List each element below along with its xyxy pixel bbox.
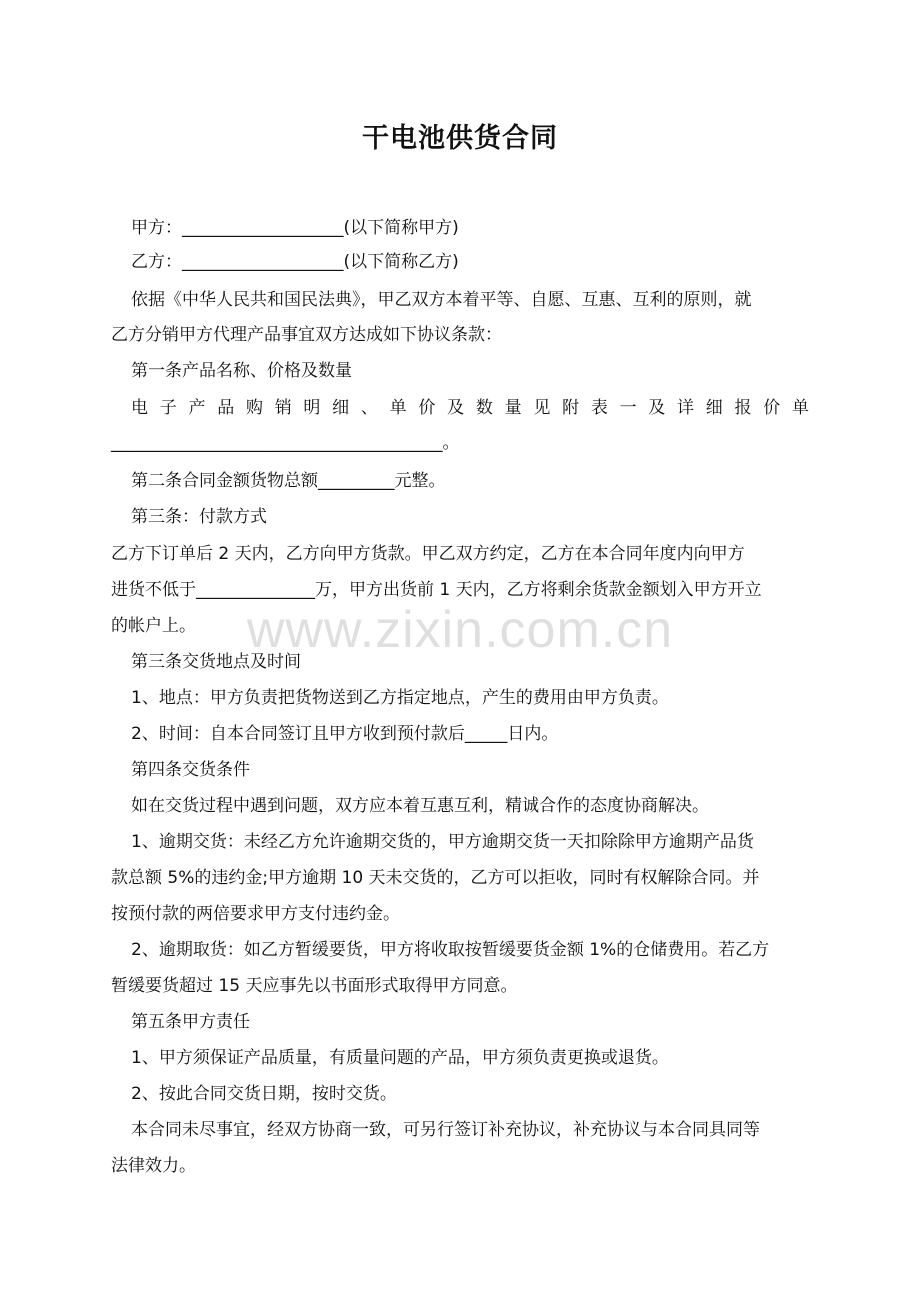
article-1-line-2: _______________________________________。 [111,433,460,453]
article-4-item-1-line-3: 按预付款的两倍要求甲方支付违约金。 [111,904,400,924]
article-3b-item-1: 1、地点：甲方负责把货物送到乙方指定地点，产生的费用由甲方负责。 [131,688,669,708]
watermark: www.zixin.com.cn [246,601,674,659]
article-4-heading: 第四条交货条件 [131,760,250,780]
article-3b-heading: 第三条交货地点及时间 [131,652,301,672]
article-4-item-1-line-1: 1、逾期交货：未经乙方允许逾期交货的，甲方逾期交货一天扣除除甲方逾期产品货 [131,832,754,852]
closing-line-2: 法律效力。 [111,1156,196,1176]
article-4-intro: 如在交货过程中遇到问题，双方应本着互惠互利，精诚合作的态度协商解决。 [131,796,709,816]
article-5-item-2: 2、按此合同交货日期，按时交货。 [131,1084,397,1104]
article-3-line-3: 的帐户上。 [111,616,196,636]
article-4-item-1-line-2: 款总额 5%的违约金;甲方逾期 10 天未交货的，乙方可以拒收，同时有权解除合同。并 [111,868,760,888]
article-4-item-2-line-1: 2、逾期取货：如乙方暂缓要货，甲方将收取按暂缓要货金额 1%的仓储费用。若乙方 [131,940,770,960]
intro-line-1: 依据《中华人民共和国民法典》，甲乙双方本着平等、自愿、互惠、互利的原则，就 [131,290,752,310]
article-5-heading: 第五条甲方责任 [131,1012,250,1032]
article-3-line-2: 进货不低于______________万，甲方出货前 1 天内，乙方将剩余货款金额划入甲方开立 [111,580,762,600]
article-1-line-1: 电子产品购销明细、单价及数量见附表一及详细报价单 [131,398,809,418]
article-3b-item-2: 2、时间：自本合同签订且甲方收到预付款后_____日内。 [131,724,559,744]
article-3-line-1: 乙方下订单后 2 天内，乙方向甲方货款。甲乙双方约定，乙方在本合同年度内向甲方 [111,544,745,564]
article-5-item-1: 1、甲方须保证产品质量，有质量问题的产品，甲方须负责更换或退货。 [131,1048,669,1068]
closing-line-1: 本合同未尽事宜，经双方协商一致，可另行签订补充协议，补充协议与本合同具同等 [131,1120,760,1140]
article-4-item-2-line-2: 暂缓要货超过 15 天应事先以书面形式取得甲方同意。 [111,976,518,996]
article-1-heading: 第一条产品名称、价格及数量 [131,361,352,381]
party-a-line: 甲方：___________________(以下简称甲方) [131,218,459,238]
intro-line-2: 乙方分销甲方代理产品事宜双方达成如下协议条款： [111,325,502,345]
document-title: 干电池供货合同 [362,123,558,154]
article-2: 第二条合同金额货物总额_________元整。 [131,471,446,491]
article-3-heading: 第三条：付款方式 [131,507,267,527]
party-b-line: 乙方：___________________(以下简称乙方) [131,252,459,272]
